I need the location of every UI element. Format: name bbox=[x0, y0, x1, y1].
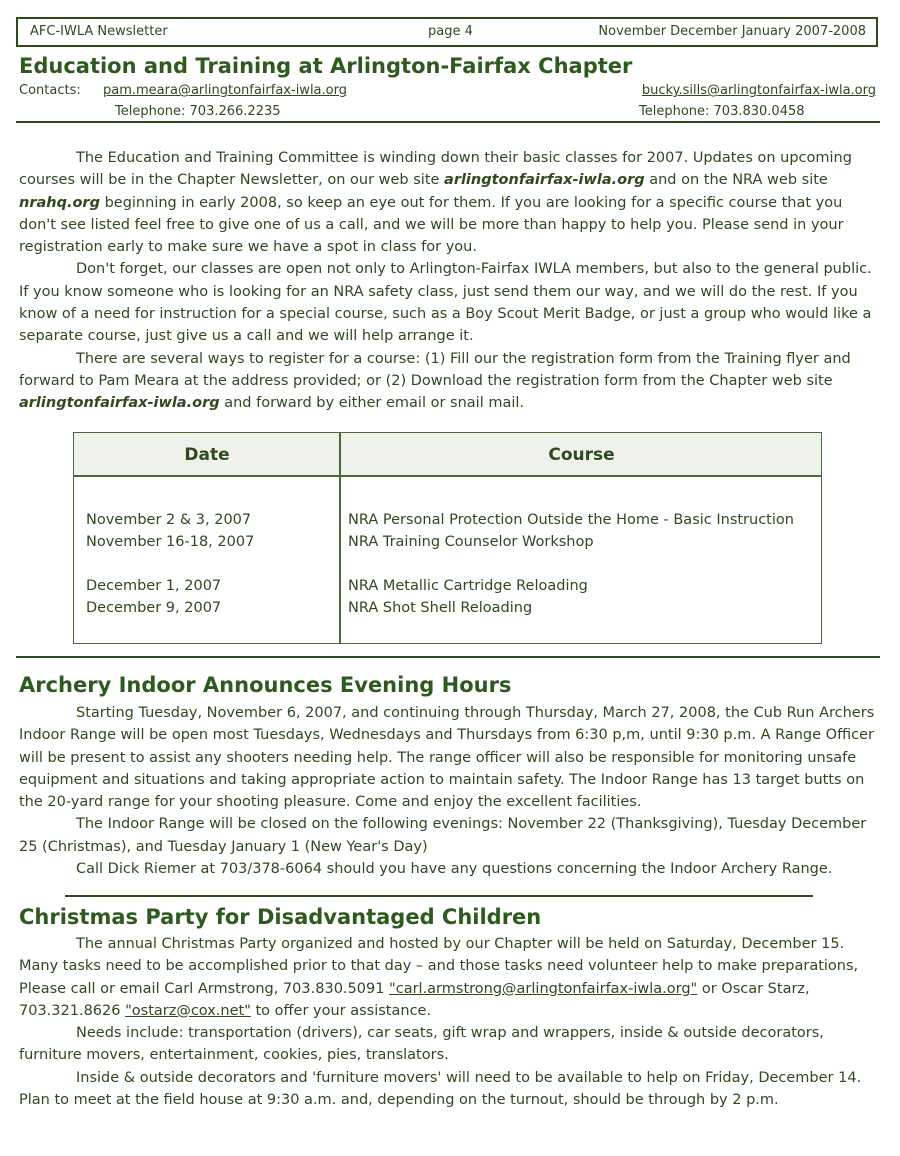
table-cell-course: NRA Training Counselor Workshop bbox=[348, 534, 594, 550]
contact-email-pam[interactable]: pam.meara@arlingtonfairfax-iwla.org bbox=[103, 83, 347, 98]
christmas-title: Christmas Party for Disadvantaged Children bbox=[19, 905, 542, 929]
newsletter-header bbox=[16, 17, 878, 47]
contact-phone-bucky: Telephone: 703.830.0458 bbox=[639, 104, 805, 119]
table-cell-date: December 9, 2007 bbox=[86, 600, 222, 616]
education-paragraph-3: There are several ways to register for a course: (1) Fill our the registration form from the Training flyer and forward to Pam Meara at the address provided; or (2) Download the registration form from the Chapter web site arlingtonfairfax-iwla.org and forward by either email or snail mail. bbox=[19, 350, 851, 412]
archery-paragraph-3: Call Dick Riemer at 703/378-6064 should you have any questions concerning the Indoor Archery Range. bbox=[76, 861, 833, 878]
section-divider bbox=[16, 656, 880, 658]
archery-body bbox=[19, 702, 881, 880]
column-header-date: Date bbox=[184, 445, 230, 465]
contacts-block bbox=[19, 83, 879, 123]
archery-paragraph-1: Starting Tuesday, November 6, 2007, and continuing through Thursday, March 27, 2008, the Cub Run Archers Indoor Range will be open most Tuesdays, Wednesdays and Thursdays from 6:30 p,m, until 9:30 p.m. A Range Officer will be present to assist any shooters needing help. The range officer will also be responsible for monitoring unsafe equipment and situations and taking appropriate action to maintain safety. The Indoor Range has 13 target butts on the 20-yard range for your shooting pleasure. Come and enjoy the excellent facilities. bbox=[19, 705, 875, 811]
table-cell-course: NRA Metallic Cartridge Reloading bbox=[348, 578, 588, 594]
carl-email-link[interactable]: "carl.armstrong@arlingtonfairfax-iwla.org" bbox=[389, 980, 698, 997]
archery-title: Archery Indoor Announces Evening Hours bbox=[19, 673, 512, 697]
column-divider bbox=[339, 433, 341, 643]
education-paragraph-1: The Education and Training Committee is winding down their basic classes for 2007. Updates on upcoming courses will be in the Chapter Newsletter, on our web site arlingtonfairfax-iwla.org and on the NRA web site nrahq.org beginning in early 2008, so keep an eye out for them. If you are looking for a specific course that you don't see listed feel free to give one of us a call, and we will be more than happy to help you. Please send in your registration early to make sure we have a spot in class for you. bbox=[19, 150, 852, 256]
contact-email-bucky[interactable]: bucky.sills@arlingtonfairfax-iwla.org bbox=[641, 83, 876, 98]
course-schedule-table bbox=[73, 432, 822, 644]
nra-website-link[interactable]: nrahq.org bbox=[19, 194, 100, 211]
page-number: page 4 bbox=[428, 24, 473, 39]
christmas-body bbox=[19, 933, 881, 1111]
column-header-course: Course bbox=[548, 445, 615, 465]
education-body bbox=[19, 147, 881, 415]
archery-paragraph-2: The Indoor Range will be closed on the following evenings: November 22 (Thanksgiving), Tuesday December 25 (Christmas), and Tuesday January 1 (New Year's Day) bbox=[19, 816, 867, 855]
table-cell-course: NRA Shot Shell Reloading bbox=[348, 600, 533, 616]
section-divider bbox=[65, 895, 813, 897]
section-divider bbox=[16, 121, 880, 123]
christmas-paragraph-1: The annual Christmas Party organized and hosted by our Chapter will be held on Saturday, December 15. Many tasks need to be accomplished prior to that day – and those tasks need volunteer help to make preparations, Please call or email Carl Armstrong, 703.830.5091 "carl.armstrong@arlingtonfairfax-iwla.org" or Oscar Starz, 703.321.8626 "ostarz@cox.net" to offer your assistance. bbox=[19, 936, 859, 1019]
christmas-paragraph-3: Inside & outside decorators and 'furniture movers' will need to be available to help on Friday, December 14. Plan to meet at the field house at 9:30 a.m. and, depending on the turnout, should be through by 2 p.m. bbox=[19, 1069, 862, 1109]
table-cell-date: November 2 & 3, 2007 bbox=[86, 512, 252, 528]
christmas-paragraph-2: Needs include: transportation (drivers), car seats, gift wrap and wrappers, inside & outside decorators, furniture movers, entertainment, cookies, pies, translators. bbox=[19, 1025, 824, 1064]
contact-phone-pam: Telephone: 703.266.2235 bbox=[115, 104, 281, 119]
chapter-website-link[interactable]: arlingtonfairfax-iwla.org bbox=[19, 395, 220, 412]
table-cell-course: NRA Personal Protection Outside the Home - Basic Instruction bbox=[348, 512, 794, 528]
issue-date: November December January 2007-2008 bbox=[598, 24, 866, 39]
education-paragraph-2: Don't forget, our classes are open not only to Arlington-Fairfax IWLA members, but also to the general public. If you know someone who is looking for an NRA safety class, just send them our way, and we will do the rest. If you know of a need for instruction for a special course, such as a Boy Scout Merit Badge, or just a group who would like a separate course, just give us a call and we will help arrange it. bbox=[19, 261, 872, 345]
education-title: Education and Training at Arlington-Fairfax Chapter bbox=[19, 54, 633, 78]
table-header bbox=[74, 433, 821, 477]
chapter-website-link[interactable]: arlingtonfairfax-iwla.org bbox=[444, 172, 645, 189]
newsletter-name: AFC-IWLA Newsletter bbox=[30, 24, 168, 39]
contacts-label: Contacts: bbox=[19, 83, 81, 98]
table-cell-date: December 1, 2007 bbox=[86, 578, 222, 594]
oscar-email-link[interactable]: "ostarz@cox.net" bbox=[125, 1002, 251, 1019]
table-cell-date: November 16-18, 2007 bbox=[86, 534, 255, 550]
